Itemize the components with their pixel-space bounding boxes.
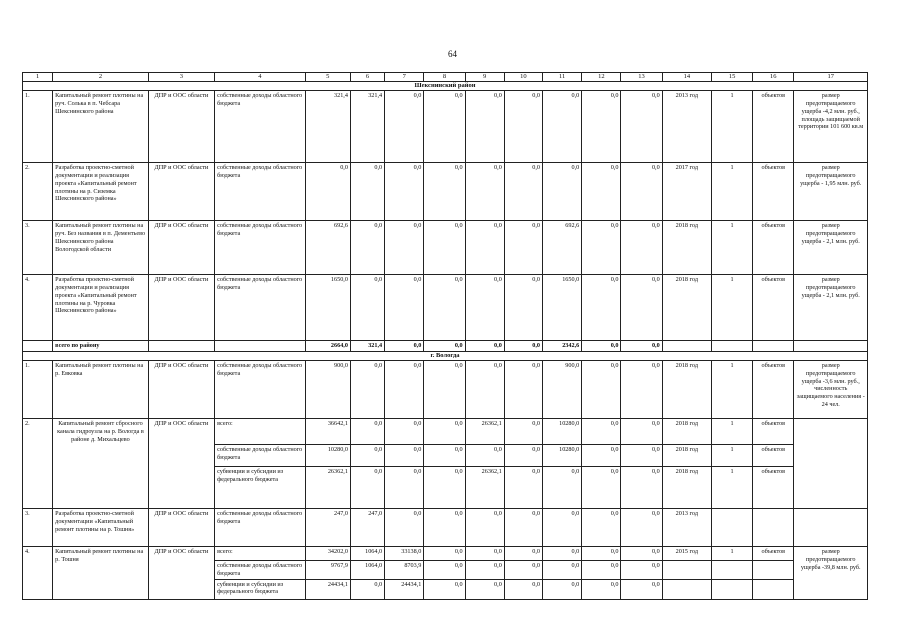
amount-cell: 0,0 <box>465 509 504 547</box>
total-amount: 321,4 <box>350 341 384 352</box>
quantity-cell: 1 <box>711 445 752 467</box>
col-header: 1 <box>23 73 53 82</box>
amount-cell: 0,0 <box>582 91 621 163</box>
row-number: 2. <box>23 419 53 509</box>
activity-name: Разработка проектно-сметной документации и реализация проекта «Капитальный ремонт плотины на р. Чуровка Шекснинского района» <box>53 275 149 341</box>
amount-cell: 0,0 <box>424 275 465 341</box>
amount-cell: 0,0 <box>543 561 582 580</box>
col-header: 9 <box>465 73 504 82</box>
amount-cell: 0,0 <box>582 361 621 419</box>
result-note: размер предотвращаемого ущерба - 1,95 млн. руб. <box>794 163 868 221</box>
funding-source: собственные доходы областного бюджета <box>215 221 306 275</box>
activity-name: Разработка проектно-сметной документации «Капитальный ремонт плотины на р. Тошня» <box>53 509 149 547</box>
amount-cell: 0,0 <box>543 579 582 599</box>
quantity-cell: 1 <box>711 419 752 445</box>
amount-cell: 0,0 <box>504 163 542 221</box>
amount-cell: 1064,0 <box>350 547 384 561</box>
amount-cell: 0,0 <box>424 561 465 580</box>
amount-cell: 0,0 <box>465 561 504 580</box>
year-cell: 2018 год <box>662 419 711 445</box>
amount-cell: 0,0 <box>621 579 662 599</box>
amount-cell: 0,0 <box>621 445 662 467</box>
amount-cell: 0,0 <box>582 221 621 275</box>
amount-cell: 0,0 <box>621 509 662 547</box>
table-row <box>23 163 868 221</box>
col-header: 10 <box>504 73 542 82</box>
amount-cell: 26362,1 <box>305 467 350 509</box>
amount-cell: 0,0 <box>504 91 542 163</box>
amount-cell: 0,0 <box>424 579 465 599</box>
year-cell: 2018 год <box>662 445 711 467</box>
amount-cell: 0,0 <box>504 221 542 275</box>
unit-cell: объектов <box>753 91 794 163</box>
executor: ДПР и ООС области <box>148 91 214 163</box>
activity-name: Капитальный ремонт плотины на руч. Без названия в п. Дементьево Шекснинского района Вологодской области <box>53 221 149 275</box>
amount-cell: 0,0 <box>504 561 542 580</box>
amount-cell: 0,0 <box>504 547 542 561</box>
col-header: 11 <box>543 73 582 82</box>
result-note: размер предотвращаемого ущерба -4,2 млн. руб., площадь защищаемой территории 101 600 кв.м <box>794 91 868 163</box>
amount-cell: 0,0 <box>621 91 662 163</box>
amount-cell: 321,4 <box>350 91 384 163</box>
unit-cell: объектов <box>753 361 794 419</box>
amount-cell: 0,0 <box>582 275 621 341</box>
amount-cell: 0,0 <box>582 467 621 509</box>
quantity-cell: 1 <box>711 361 752 419</box>
amount-cell: 0,0 <box>582 419 621 445</box>
col-header: 6 <box>350 73 384 82</box>
amount-cell: 26362,1 <box>465 467 504 509</box>
amount-cell: 0,0 <box>465 163 504 221</box>
quantity-cell: 1 <box>711 275 752 341</box>
amount-cell: 0,0 <box>424 467 465 509</box>
amount-cell: 900,0 <box>305 361 350 419</box>
col-header: 5 <box>305 73 350 82</box>
amount-cell: 10280,0 <box>543 445 582 467</box>
amount-cell: 0,0 <box>582 547 621 561</box>
amount-cell: 0,0 <box>465 361 504 419</box>
quantity-cell: 1 <box>711 163 752 221</box>
year-cell: 2018 год <box>662 221 711 275</box>
year-cell: 2013 год <box>662 509 711 547</box>
activity-name: Капитальный ремонт плотины на р. Евковка <box>53 361 149 419</box>
amount-cell: 10280,0 <box>543 419 582 445</box>
total-amount: 0,0 <box>424 341 465 352</box>
unit-cell: объектов <box>753 275 794 341</box>
funding-source: собственные доходы областного бюджета <box>215 91 306 163</box>
amount-cell: 0,0 <box>424 419 465 445</box>
amount-cell: 0,0 <box>350 579 384 599</box>
amount-cell: 0,0 <box>465 579 504 599</box>
amount-cell: 0,0 <box>385 91 424 163</box>
amount-cell: 34202,0 <box>305 547 350 561</box>
amount-cell: 0,0 <box>621 275 662 341</box>
amount-cell: 0,0 <box>385 445 424 467</box>
amount-cell: 0,0 <box>350 221 384 275</box>
amount-cell: 0,0 <box>504 467 542 509</box>
result-note: размер предотвращаемого ущерба -3,6 млн. руб., численность защищаемого населения - 24 чел. <box>794 361 868 419</box>
section-row <box>23 82 868 91</box>
table-row <box>23 419 868 445</box>
amount-cell: 0,0 <box>465 221 504 275</box>
col-header: 17 <box>794 73 868 82</box>
amount-cell: 10280,0 <box>305 445 350 467</box>
amount-cell: 0,0 <box>621 547 662 561</box>
amount-cell: 0,0 <box>350 163 384 221</box>
col-header: 13 <box>621 73 662 82</box>
district-total-row <box>23 341 868 352</box>
amount-cell: 0,0 <box>621 221 662 275</box>
table-row <box>23 361 868 419</box>
amount-cell: 0,0 <box>543 163 582 221</box>
section-title: Шекснинский район <box>23 82 868 91</box>
unit-cell: объектов <box>753 419 794 445</box>
row-number: 3. <box>23 509 53 547</box>
amount-cell: 0,0 <box>385 419 424 445</box>
amount-cell: 9767,9 <box>305 561 350 580</box>
amount-cell: 0,0 <box>385 163 424 221</box>
amount-cell: 0,0 <box>385 467 424 509</box>
row-number: 1. <box>23 361 53 419</box>
col-header: 12 <box>582 73 621 82</box>
amount-cell: 0,0 <box>543 91 582 163</box>
amount-cell: 0,0 <box>504 419 542 445</box>
amount-cell: 0,0 <box>465 547 504 561</box>
amount-cell: 36642,1 <box>305 419 350 445</box>
executor: ДПР и ООС области <box>148 509 214 547</box>
year-cell: 2018 год <box>662 275 711 341</box>
year-cell: 2017 год <box>662 163 711 221</box>
amount-cell: 0,0 <box>424 445 465 467</box>
amount-cell: 0,0 <box>465 275 504 341</box>
total-label: всего по району <box>53 341 149 352</box>
amount-cell: 0,0 <box>582 445 621 467</box>
column-number-row <box>23 73 868 82</box>
program-table <box>22 72 868 600</box>
total-amount: 0,0 <box>621 341 662 352</box>
page-number: 64 <box>448 49 457 59</box>
total-amount: 0,0 <box>504 341 542 352</box>
amount-cell: 26362,1 <box>465 419 504 445</box>
amount-cell: 0,0 <box>350 361 384 419</box>
amount-cell: 0,0 <box>385 509 424 547</box>
section-title: г. Вологда <box>23 352 868 361</box>
activity-name: Капитальный ремонт сбросного канала гидроузла на р. Вологда в районе д. Михальцево <box>53 419 149 509</box>
col-header: 7 <box>385 73 424 82</box>
amount-cell: 692,6 <box>543 221 582 275</box>
quantity-cell: 1 <box>711 467 752 509</box>
amount-cell: 0,0 <box>582 579 621 599</box>
amount-cell: 0,0 <box>504 361 542 419</box>
row-number: 4. <box>23 547 53 600</box>
section-row <box>23 352 868 361</box>
amount-cell: 33138,0 <box>385 547 424 561</box>
col-header: 8 <box>424 73 465 82</box>
unit-cell: объектов <box>753 445 794 467</box>
unit-cell: объектов <box>753 163 794 221</box>
quantity-cell: 1 <box>711 221 752 275</box>
table-row <box>23 221 868 275</box>
funding-source: собственные доходы областного бюджета <box>215 275 306 341</box>
funding-source: всего: <box>215 547 306 561</box>
amount-cell: 1650,0 <box>543 275 582 341</box>
quantity-cell: 1 <box>711 547 752 561</box>
amount-cell: 321,4 <box>305 91 350 163</box>
col-header: 15 <box>711 73 752 82</box>
col-header: 3 <box>148 73 214 82</box>
amount-cell: 1064,0 <box>350 561 384 580</box>
executor: ДПР и ООС области <box>148 419 214 509</box>
amount-cell: 0,0 <box>582 509 621 547</box>
table-row <box>23 509 868 547</box>
amount-cell: 900,0 <box>543 361 582 419</box>
amount-cell: 0,0 <box>504 445 542 467</box>
amount-cell: 0,0 <box>582 561 621 580</box>
amount-cell: 0,0 <box>504 579 542 599</box>
funding-source: субвенции и субсидии из федерального бюджета <box>215 467 306 509</box>
unit-cell: объектов <box>753 547 794 561</box>
unit-cell: объектов <box>753 467 794 509</box>
amount-cell: 0,0 <box>465 91 504 163</box>
year-cell: 2018 год <box>662 467 711 509</box>
activity-name: Разработка проектно-сметной документации и реализация проекта «Капитальный ремонт плотины на р. Сиземка Шекснинского района» <box>53 163 149 221</box>
amount-cell: 0,0 <box>350 275 384 341</box>
result-note: размер предотвращаемого ущерба - 2,1 млн. руб. <box>794 275 868 341</box>
amount-cell: 0,0 <box>424 163 465 221</box>
year-cell: 2015 год <box>662 547 711 561</box>
col-header: 14 <box>662 73 711 82</box>
quantity-cell: 1 <box>711 91 752 163</box>
unit-cell: объектов <box>753 221 794 275</box>
amount-cell: 0,0 <box>424 509 465 547</box>
amount-cell: 0,0 <box>350 445 384 467</box>
row-number: 2. <box>23 163 53 221</box>
amount-cell: 0,0 <box>385 275 424 341</box>
row-number: 1. <box>23 91 53 163</box>
amount-cell: 0,0 <box>621 561 662 580</box>
table-row <box>23 275 868 341</box>
col-header: 4 <box>215 73 306 82</box>
amount-cell: 24434,1 <box>385 579 424 599</box>
amount-cell: 24434,1 <box>305 579 350 599</box>
amount-cell: 0,0 <box>385 221 424 275</box>
funding-source: собственные доходы областного бюджета <box>215 163 306 221</box>
amount-cell: 0,0 <box>543 467 582 509</box>
total-amount: 0,0 <box>582 341 621 352</box>
funding-source: собственные доходы областного бюджета <box>215 509 306 547</box>
amount-cell: 0,0 <box>305 163 350 221</box>
funding-source: субвенции и субсидии из федерального бюджета <box>215 579 306 599</box>
amount-cell: 0,0 <box>543 547 582 561</box>
amount-cell: 0,0 <box>621 419 662 445</box>
executor: ДПР и ООС области <box>148 547 214 600</box>
row-number: 3. <box>23 221 53 275</box>
amount-cell: 1650,0 <box>305 275 350 341</box>
funding-source: собственные доходы областного бюджета <box>215 361 306 419</box>
amount-cell: 0,0 <box>465 445 504 467</box>
amount-cell: 0,0 <box>621 361 662 419</box>
total-amount: 2342,6 <box>543 341 582 352</box>
year-cell: 2013 год <box>662 91 711 163</box>
funding-source: собственные доходы областного бюджета <box>215 561 306 580</box>
amount-cell: 0,0 <box>350 467 384 509</box>
table-row <box>23 91 868 163</box>
executor: ДПР и ООС области <box>148 163 214 221</box>
col-header: 2 <box>53 73 149 82</box>
activity-name: Капитальный ремонт плотины на р. Тошня <box>53 547 149 600</box>
funding-source: собственные доходы областного бюджета <box>215 445 306 467</box>
table-row <box>23 547 868 561</box>
amount-cell: 0,0 <box>621 467 662 509</box>
year-cell: 2018 год <box>662 361 711 419</box>
amount-cell: 692,6 <box>305 221 350 275</box>
row-number: 4. <box>23 275 53 341</box>
amount-cell: 8703,9 <box>385 561 424 580</box>
amount-cell: 0,0 <box>424 221 465 275</box>
funding-source: всего: <box>215 419 306 445</box>
amount-cell: 0,0 <box>504 275 542 341</box>
result-note: размер предотвращаемого ущерба - 2,1 млн. руб. <box>794 221 868 275</box>
amount-cell: 0,0 <box>424 91 465 163</box>
amount-cell: 247,0 <box>305 509 350 547</box>
total-amount: 2664,0 <box>305 341 350 352</box>
executor: ДПР и ООС области <box>148 221 214 275</box>
executor: ДПР и ООС области <box>148 361 214 419</box>
amount-cell: 0,0 <box>385 361 424 419</box>
amount-cell: 0,0 <box>621 163 662 221</box>
amount-cell: 0,0 <box>582 163 621 221</box>
amount-cell: 0,0 <box>424 547 465 561</box>
amount-cell: 0,0 <box>350 419 384 445</box>
amount-cell: 247,0 <box>350 509 384 547</box>
total-amount: 0,0 <box>385 341 424 352</box>
executor: ДПР и ООС области <box>148 275 214 341</box>
amount-cell: 0,0 <box>424 361 465 419</box>
total-amount: 0,0 <box>465 341 504 352</box>
amount-cell: 0,0 <box>543 509 582 547</box>
amount-cell: 0,0 <box>504 509 542 547</box>
activity-name: Капитальный ремонт плотины на руч. Солька в п. Чебсара Шекснинского района <box>53 91 149 163</box>
col-header: 16 <box>753 73 794 82</box>
result-note: размер предотвращаемого ущерба -39,8 млн. руб. <box>794 547 868 600</box>
